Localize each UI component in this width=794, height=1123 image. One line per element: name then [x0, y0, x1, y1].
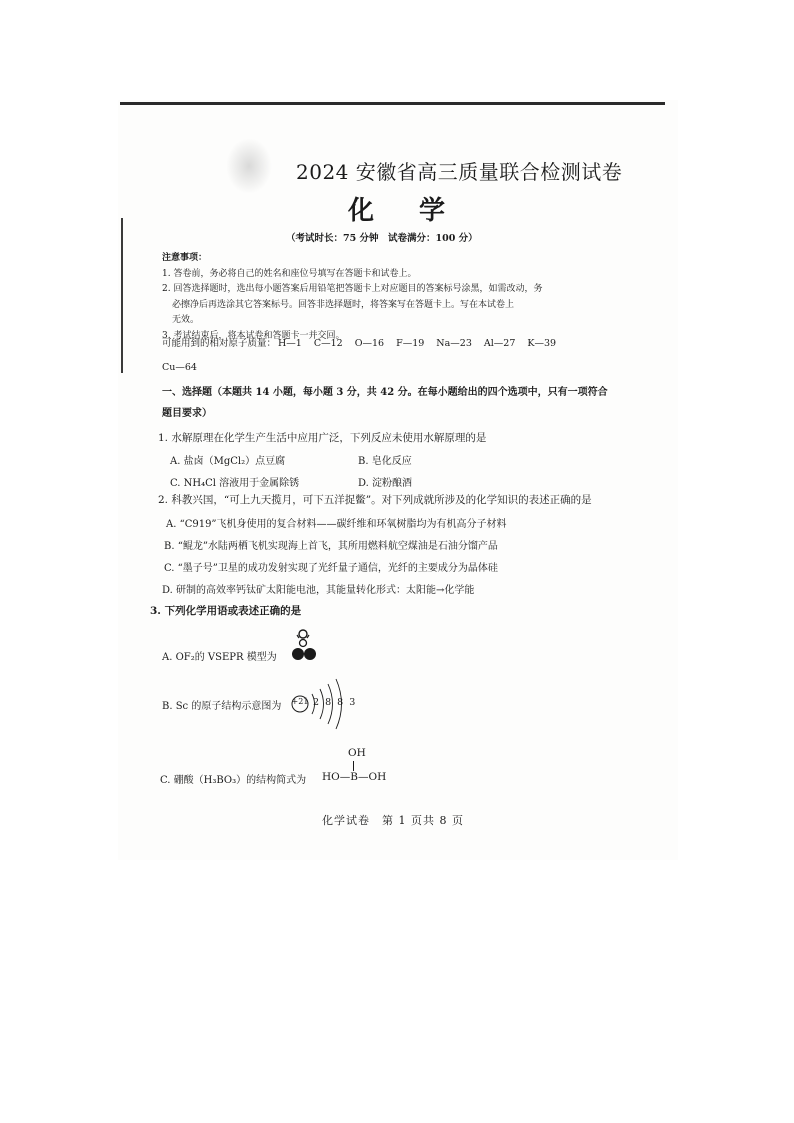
atomic-mass: Al—27 [483, 338, 516, 349]
atomic-masses-label: 可能用到的相对原子质量： [162, 338, 277, 349]
q2-option-a: A. “C919”飞机身使用的复合材料——碳纤维和环氧树脂均为有机高分子材料 [166, 519, 507, 530]
atomic-mass: K—39 [527, 338, 557, 349]
boric-oh-top: OH [348, 747, 366, 759]
q2-stem: 2. 科教兴国，“可上九天揽月，可下五洋捉鳖”。对下列成就所涉及的化学知识的表述正确的是 [158, 494, 592, 506]
notes-heading: 注意事项： [162, 253, 208, 263]
subject-title: 化 学 [348, 196, 464, 226]
q2-option-d: D. 研制的高效率钙钛矿太阳能电池，其能量转化形式：太阳能→化学能 [162, 585, 475, 596]
left-border-line [121, 218, 123, 373]
exam-title: 2024 安徽省高三质量联合检测试卷 [296, 160, 623, 184]
q1-option-a: A. 盐卤（MgCl₂）点豆腐 [170, 456, 286, 467]
boric-structure: HO—B—OH [322, 771, 387, 783]
note-item-2a: 2. 回答选择题时，选出每小题答案后用铅笔把答题卡上对应题目的答案标号涂黑，如需改动，务 [162, 284, 543, 294]
boric-bond-line [353, 761, 354, 771]
q1-option-c: C. NH₄Cl 溶液用于金属除锈 [170, 478, 300, 489]
scan-smudge [226, 138, 272, 194]
atomic-mass: F—19 [396, 338, 425, 349]
atomic-mass: Na—23 [436, 338, 472, 349]
atomic-mass: O—16 [354, 338, 385, 349]
atomic-mass-overflow: Cu—64 [162, 362, 197, 373]
atomic-mass: C—12 [313, 338, 343, 349]
vsepr-model-icon [290, 628, 320, 664]
section-line-2: 题目要求） [162, 408, 212, 419]
q1-stem: 1. 水解原理在化学生产生活中应用广泛，下列反应未使用水解原理的是 [158, 432, 487, 444]
q3-option-a: A. OF₂的 VSEPR 模型为 [162, 652, 277, 663]
exam-info: （考试时长：75 分钟 试卷满分：100 分） [286, 233, 478, 244]
q3-option-c: C. 硼酸（H₃BO₃）的结构简式为 [160, 775, 307, 786]
notes-block [162, 251, 542, 344]
q1-option-b: B. 皂化反应 [358, 456, 412, 467]
nucleus-charge: +21 [291, 697, 309, 706]
top-border-line [120, 102, 665, 105]
page-footer: 化学试卷 第 1 页共 8 页 [322, 814, 464, 827]
section-heading [162, 382, 608, 424]
atomic-masses [162, 335, 568, 349]
electron-shells: 2 8 8 3 [313, 697, 357, 708]
section-line-1: 一、选择题（本题共 14 小题，每小题 3 分，共 42 分。在每小题给出的四个选项中，只有一项符合 [162, 387, 608, 398]
note-item-1: 1. 答卷前，务必将自己的姓名和座位号填写在答题卡和试卷上。 [162, 268, 417, 279]
q1-option-d: D. 淀粉酿酒 [358, 478, 413, 489]
q3-option-b: B. Sc 的原子结构示意图为 [162, 701, 282, 712]
note-item-3: 3. 考试结束后，将本试卷和答题卡一并交回。 [162, 330, 345, 341]
q2-option-b: B. “鲲龙”水陆两栖飞机实现海上首飞，其所用燃料航空煤油是石油分馏产品 [164, 541, 498, 552]
note-item-2c: 无效。 [172, 315, 200, 325]
q3-stem: 3. 下列化学用语或表述正确的是 [150, 605, 302, 617]
q2-option-c: C. “墨子号”卫星的成功发射实现了光纤量子通信，光纤的主要成分为晶体硅 [164, 563, 498, 574]
note-item-2b: 必擦净后再选涂其它答案标号。回答非选择题时，将答案写在答题卡上。写在本试卷上 [172, 299, 515, 310]
atomic-mass: H—1 [278, 338, 302, 349]
